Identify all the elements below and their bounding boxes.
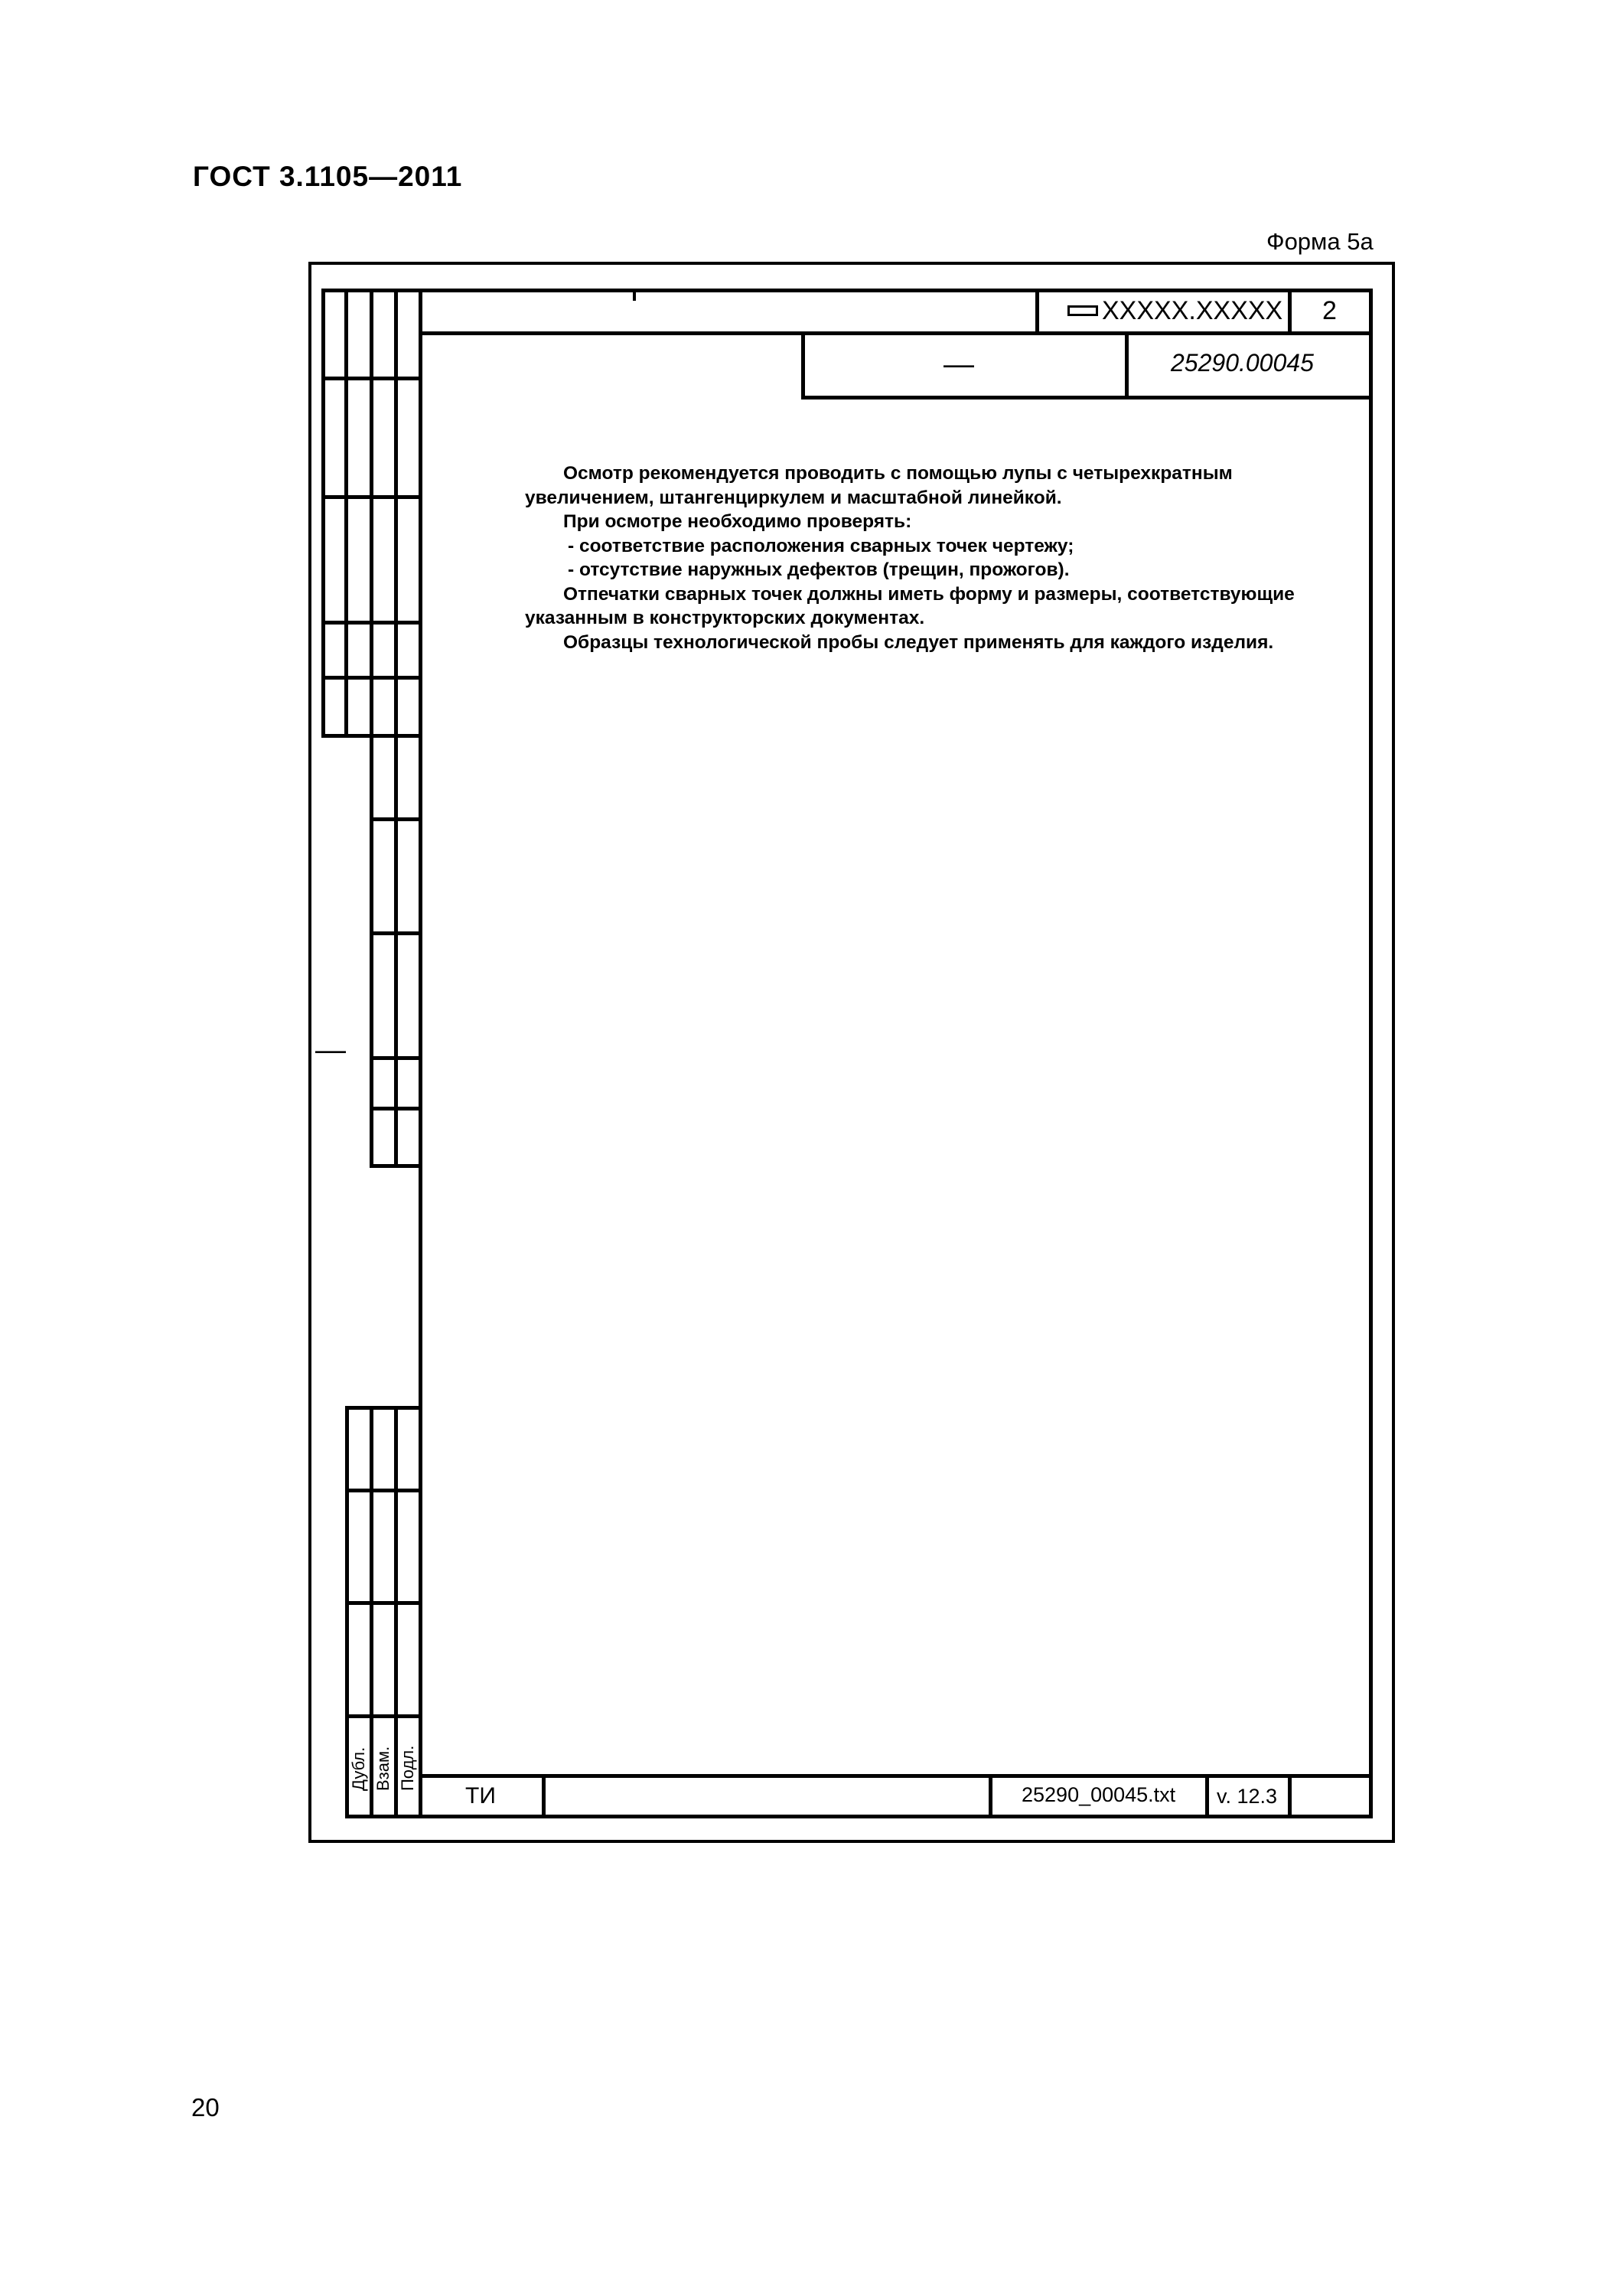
title-block-divider: [419, 331, 1373, 335]
stamp-line: [345, 1601, 422, 1605]
form-label: Форма 5а: [1266, 228, 1374, 255]
title-block-divider: [1125, 331, 1129, 400]
footer-line: [419, 1774, 1373, 1778]
podl-label: Подл.: [398, 1745, 417, 1791]
doc-type: ТИ: [465, 1783, 496, 1808]
text-line: При осмотре необходимо проверять:: [563, 511, 912, 532]
text-line: - соответствие расположения сварных точек чертежу;: [568, 535, 1074, 556]
title-block-divider: [801, 396, 1373, 400]
stamp-line: [370, 1107, 422, 1110]
stamp-line: [345, 1714, 422, 1718]
side-dash: —: [315, 1033, 346, 1067]
title-block-tick: [633, 289, 636, 301]
stamp-line: [321, 495, 422, 499]
stamp-line: [321, 734, 422, 738]
title-block-divider: [801, 331, 805, 400]
sheet-number: 2: [1322, 296, 1337, 325]
title-block-divider: [1035, 289, 1039, 331]
body-text: [525, 461, 1298, 654]
title-block-divider: [1288, 289, 1292, 331]
footer-line: [542, 1774, 546, 1818]
text-line: указанным в конструкторских документах.: [525, 608, 925, 628]
stamp-line: [321, 676, 422, 680]
stamp-line: [370, 931, 422, 935]
stamp-line: [370, 817, 422, 821]
text-line: увеличением, штангенциркулем и масштабной линейкой.: [525, 487, 1062, 508]
document-code: ХХХХХ.ХХХХХ: [1102, 296, 1283, 325]
stamp-line: [321, 289, 422, 292]
stamp-line: [370, 289, 373, 1168]
stamp-line: [321, 289, 325, 738]
footer-line: [1205, 1774, 1209, 1818]
version: v. 12.3: [1217, 1785, 1278, 1808]
text-line: Осмотр рекомендуется проводить с помощью лупы с четырехкратным: [563, 463, 1233, 484]
stamp-line: [370, 1164, 422, 1168]
dubl-label: Дубл.: [349, 1746, 368, 1791]
text-line: Образцы технологической пробы следует применять для каждого изделия.: [563, 631, 1274, 653]
document-number: 25290.00045: [1171, 349, 1314, 377]
stamp-line: [394, 289, 398, 1168]
vzam-label: Взам.: [373, 1746, 393, 1791]
stamp-line: [370, 1056, 422, 1060]
footer-line: [989, 1774, 992, 1818]
footer-line: [1288, 1774, 1292, 1818]
title-dash: —: [943, 347, 974, 381]
document-icon: [1067, 305, 1098, 316]
stamp-line: [345, 1815, 422, 1818]
stamp-line: [345, 1406, 422, 1410]
file-name: 25290_00045.txt: [1022, 1783, 1176, 1806]
text-line: - отсутствие наружных дефектов (трещин, прожогов).: [568, 559, 1070, 580]
stamp-line: [344, 289, 348, 738]
text-line: Отпечатки сварных точек должны иметь форму и размеры, соответствующие: [563, 583, 1295, 605]
stamp-line: [321, 377, 422, 380]
standard-title: ГОСТ 3.1105—2011: [193, 161, 463, 192]
stamp-line: [321, 621, 422, 625]
page-number: 20: [191, 2093, 220, 2122]
stamp-line: [345, 1489, 422, 1492]
